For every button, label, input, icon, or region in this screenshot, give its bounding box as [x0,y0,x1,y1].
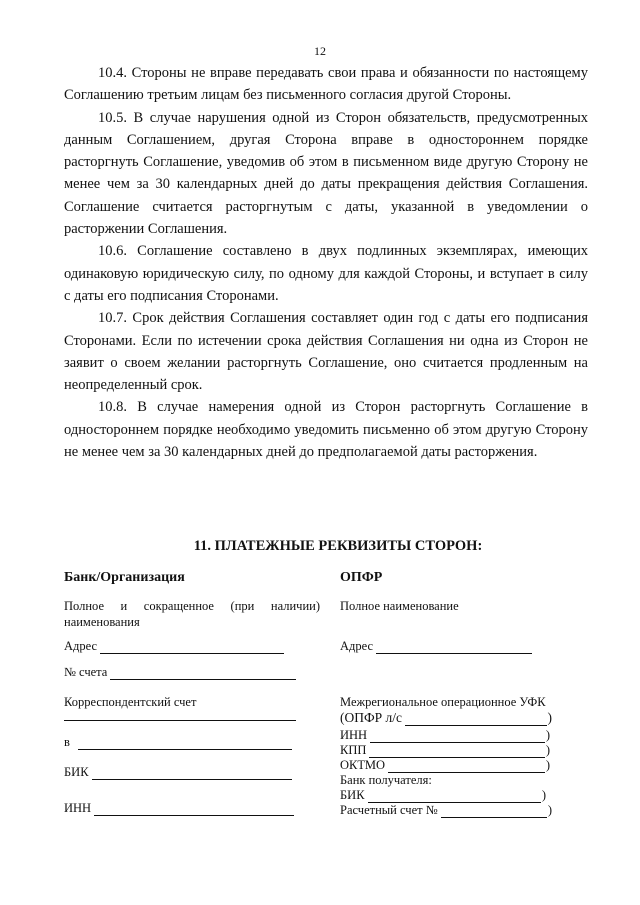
left-address-label: Адрес [64,639,98,653]
settlement-account-line [441,805,547,818]
left-inn-label: ИНН [64,801,92,815]
right-address-line [376,641,532,654]
right-bik-close: ) [541,788,546,802]
right-bik-field [340,787,546,803]
oktmo-field [340,757,550,773]
left-column-title: Банк/Организация [64,570,185,585]
clause-10-8: 10.8. В случае намерения одной из Сторон расторгнуть Соглашение в одностороннем порядке необходимо уведомить письменно об этом другую Сторону не менее чем за 30 календарных дней до предполагаемой даты расторжения. [64,399,588,461]
opfr-ls-line [405,713,546,726]
agreement-clauses [64,62,588,463]
left-bik-label: БИК [64,765,89,779]
right-inn-label: ИНН [340,728,368,742]
right-column-title: ОПФР [340,570,383,585]
account-field [64,664,296,680]
right-full-name-label: Полное наименование [340,599,459,613]
left-address-field [64,638,284,654]
section-heading: 11. ПЛАТЕЖНЫЕ РЕКВИЗИТЫ СТОРОН: [193,538,483,554]
left-inn-field [64,800,294,816]
opfr-ls-label: (ОПФР л/с [340,710,403,725]
right-address-field [340,638,532,654]
bank-in-line [78,737,292,750]
account-label: № счета [64,665,108,679]
ufk-label: Межрегиональное операционное УФК [340,695,546,709]
opfr-column [340,570,560,830]
clause-10-4: 10.4. Стороны не вправе передавать свои права и обязанности по настоящему Соглашению третьим лицам без письменного согласия другой Стороны. [64,65,588,104]
right-bik-label: БИК [340,788,365,802]
account-line [110,667,296,680]
right-address-label: Адрес [340,639,374,653]
opfr-ls-close: ) [547,710,552,725]
left-address-line [100,641,284,654]
opfr-ls-field [340,710,552,726]
oktmo-close: ) [545,758,550,772]
settlement-account-close: ) [547,803,552,817]
page-number: 12 [314,44,326,58]
left-full-name-label: Полное и сокращенное (при наличии) наименования [64,599,320,629]
clause-10-5: 10.5. В случае нарушения одной из Сторон обязательств, предусмотренных данным Соглашением, другая Сторона вправе в одностороннем порядке расторгнуть Соглашение, уведомив об этом в письменном виде другую Сторону не менее чем за 30 календарных дней до даты прекращения действия Соглашения. Соглашение считается расторгнутым с даты, указанной в уведомлении о расторжении Соглашения. [64,109,588,238]
bank-recipient-label: Банк получателя: [340,773,432,787]
clause-10-6: 10.6. Соглашение составлено в двух подлинных экземплярах, имеющих одинаковую юридическую силу, по одному для каждой Стороны, и вступает в силу с даты его подписания Сторонами. [64,243,588,304]
left-bik-line [92,767,292,780]
kpp-label: КПП [340,743,367,757]
oktmo-label: ОКТМО [340,758,385,772]
left-inn-line [94,803,294,816]
settlement-account-label: Расчетный счет № [340,803,438,817]
bank-in-field [64,734,292,750]
clause-10-7: 10.7. Срок действия Соглашения составляет один год с даты его подписания Сторонами. Если по истечении срока действия Соглашения ни одна из Сторон не заявит о своем желании расторгнуть Соглашение, оно считается продленным на неопределенный срок. [64,310,588,394]
bank-in-label: в [64,735,70,749]
corr-account-label: Корреспондентский счет [64,695,197,709]
right-inn-close: ) [545,728,550,742]
corr-account-line [64,708,296,721]
settlement-account-field [340,802,552,818]
kpp-field [340,742,550,758]
bank-organization-column [64,570,320,830]
right-inn-field [340,727,550,743]
left-bik-field [64,764,292,780]
kpp-close: ) [545,743,550,757]
